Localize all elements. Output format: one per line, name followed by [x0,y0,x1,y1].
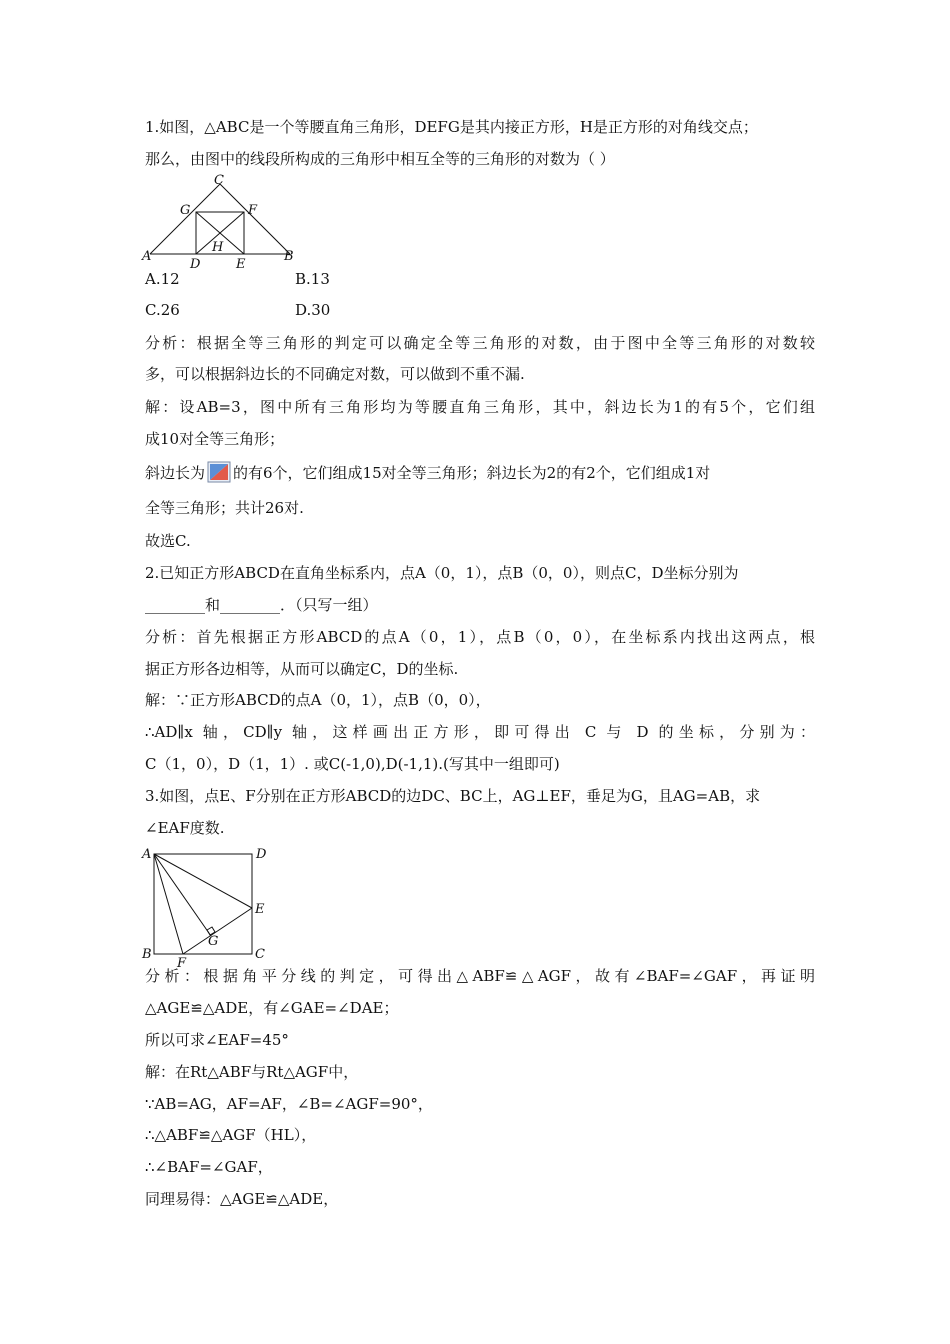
q2-analysis-line-1: 分析：首先根据正方形ABCD的点A（0，1），点B（0，0），在坐标系内找出这两点，根 [145,628,815,646]
label-A: A [142,249,152,264]
label-C: C [214,173,224,188]
q1-triangle-figure [140,172,300,272]
label-G: G [180,203,191,218]
q1-option-b: B.13 [295,270,330,288]
q1-answer: 故选C. [145,532,191,550]
image-placeholder-icon [207,461,231,483]
segment-AF [154,854,183,954]
q3-analysis-line-2: △AGE≌△ADE，有∠GAE=∠DAE； [145,999,399,1017]
q1-option-a: A.12 [145,270,180,288]
q1-analysis-line-2: 多，可以根据斜边长的不同确定对数，可以做到不重不漏. [145,365,525,383]
q1-solution-line-3 [145,463,815,485]
q1-option-c: C.26 [145,301,180,319]
label-C: C [255,947,265,962]
q1-stem-line-2: 那么，由图中的线段所构成的三角形中相互全等的三角形的对数为（ ） [145,150,615,168]
q1-analysis-line-1: 分析：根据全等三角形的判定可以确定全等三角形的对数，由于图中全等三角形的对数较 [145,334,815,352]
segment-AE [154,854,252,908]
q3-solution-line-4: ∴∠BAF=∠GAF， [145,1158,273,1176]
q3-solution-line-2: ∵AB=AG，AF=AF，∠B=∠AGF=90°， [145,1095,433,1113]
label-G: G [208,934,219,949]
label-B: B [284,249,294,264]
q3-solution-line-3: ∴△ABF≌△AGF（HL）， [145,1126,317,1144]
label-B: B [142,947,152,962]
label-D: D [190,257,201,272]
q3-analysis-line-1: 分析：根据角平分线的判定，可得出△ABF≌△AGF，故有∠BAF=∠GAF，再证明 [145,967,815,985]
label-F: F [177,956,187,968]
q2-solution-line-3: C（1，0），D（1，1）. 或C(-1,0),D(-1,1).(写其中一组即可) [145,755,560,773]
q2-analysis-line-2: 据正方形各边相等，从而可以确定C，D的坐标. [145,660,459,678]
label-A: A [142,847,152,862]
label-H: H [212,240,224,255]
q1-solution-line-4: 全等三角形；共计26对. [145,499,304,517]
q1-solution-line-2: 成10对全等三角形； [145,430,285,448]
q1-sol3-suffix: 的有6个，它们组成15对全等三角形；斜边长为2的有2个，它们组成1对 [233,464,711,482]
q1-stem-line-1: 1.如图，△ABC是一个等腰直角三角形，DEFG是其内接正方形，H是正方形的对角线交点； [145,118,758,136]
q3-solution-line-5: 同理易得：△AGE≌△ADE， [145,1190,339,1208]
segment-AG [154,854,211,936]
q3-solution-line-1: 解：在Rt△ABF与Rt△AGF中， [145,1063,359,1081]
q3-square-figure [140,842,280,968]
q1-solution-line-1: 解：设AB=3，图中所有三角形均为等腰直角三角形，其中，斜边长为1的有5个，它们组 [145,398,815,416]
q2-stem-line-2: ________和________．（只写一组） [145,596,378,614]
segment-BC [220,184,290,254]
q1-sol3-prefix: 斜边长为 [145,464,206,482]
q3-stem-line-2: ∠EAF度数. [145,819,225,837]
q2-solution-line-2: ∴AD∥x 轴，CD∥y 轴，这样画出正方形，即可得出 C 与 D 的坐标，分别为： [145,723,815,741]
segment-AC [150,184,220,254]
q3-stem-line-1: 3.如图，点E、F分别在正方形ABCD的边DC、BC上，AG⊥EF，垂足为G，且AG=AB，求 [145,787,761,805]
label-D: D [256,847,267,862]
q3-analysis-line-3: 所以可求∠EAF=45° [145,1031,289,1049]
label-F: F [248,203,258,218]
label-E: E [255,902,265,917]
q1-option-d: D.30 [295,301,331,319]
q2-stem-line-1: 2.已知正方形ABCD在直角坐标系内，点A（0，1），点B（0，0），则点C，D坐标分别为 [145,564,739,582]
label-E: E [236,257,246,272]
q2-solution-line-1: 解：∵正方形ABCD的点A（0，1），点B（0，0）， [145,691,491,709]
